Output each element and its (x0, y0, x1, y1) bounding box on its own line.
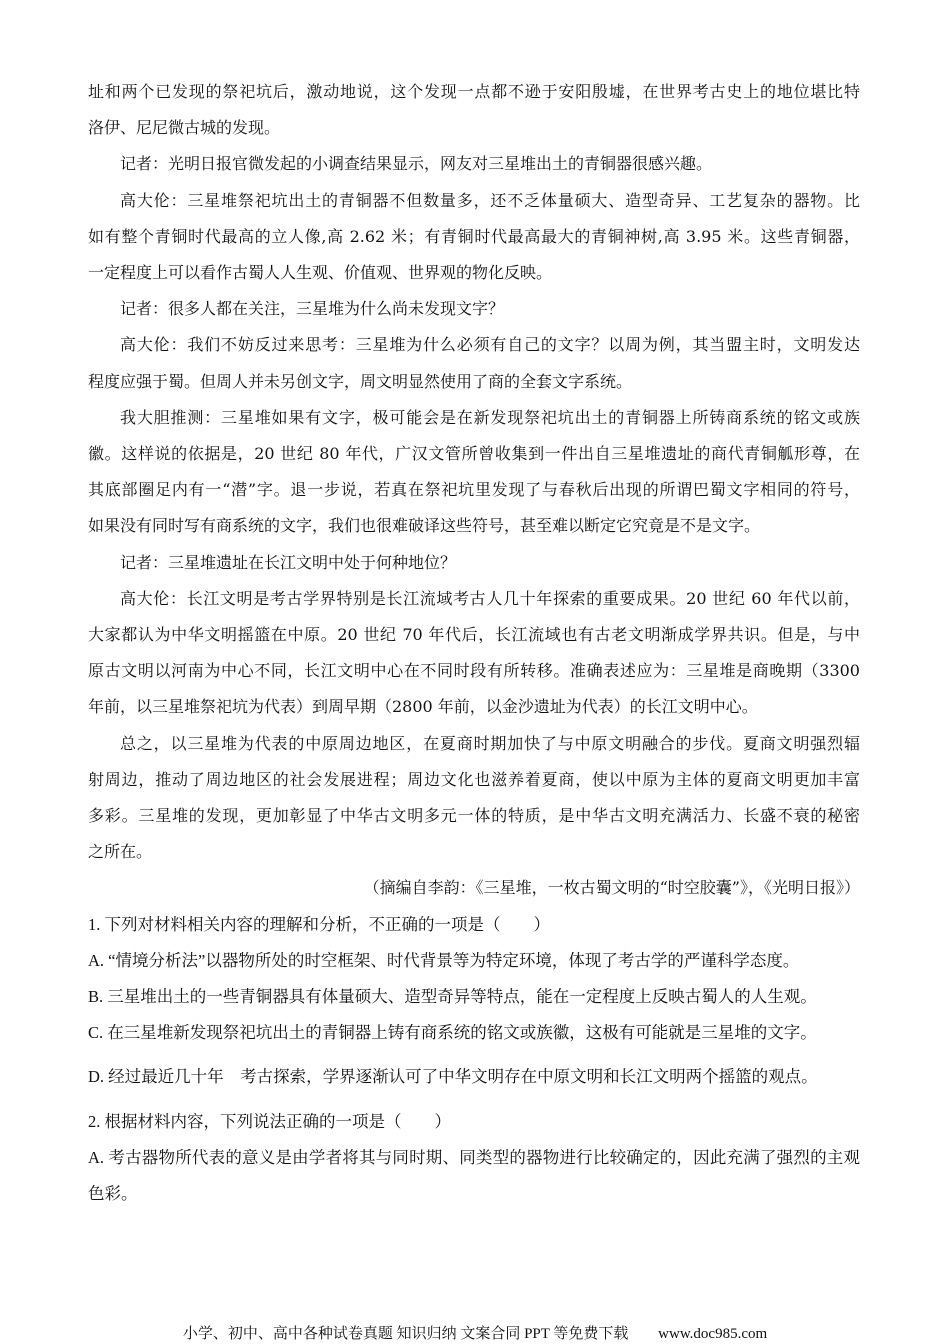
text-line: 其底部圈足内有一“潜”字。退一步说，若真在祭祀坑里发现了与春秋后出现的所谓巴蜀文字相同的符号， (88, 480, 860, 500)
text-line: 原古文明以河南为中心不同，长江文明中心在不同时段有所转移。准确表述应为：三星堆是商晚期（3300 (88, 661, 860, 681)
question-line: C. 在三星堆新发现祭祀坑出土的青铜器上铸有商系统的铭文或族徽，这极有可能就是三星堆的文字。 (88, 1023, 817, 1043)
footer-promo-text: 小学、初中、高中各种试卷真题 知识归纳 文案合同 PPT 等免费下载 (182, 1326, 629, 1342)
question-line: A. 考古器物所代表的意义是由学者将其与同时期、同类型的器物进行比较确定的，因此充满了强烈的主观 (88, 1147, 860, 1167)
text-line: 射周边，推动了周边地区的社会发展进程；周边文化也滋养着夏商，使以中原为主体的夏商文明更加丰富 (88, 769, 860, 789)
text-line: 徽。这样说的依据是，20 世纪 80 年代，广汉文管所曾收集到一件出自三星堆遗址的商代青铜觚形尊，在 (88, 444, 860, 464)
text-line: 之所在。 (88, 842, 153, 862)
text-line: 总之，以三星堆为代表的中原周边地区，在夏商时期加快了与中原文明融合的步伐。夏商文明强烈辐 (120, 733, 860, 753)
text-line: 高大伦：长江文明是考古学界特别是长江流域考古人几十年探索的重要成果。20 世纪 60 年代以前， (120, 588, 860, 608)
text-line: 如有整个青铜时代最高的立人像,高 2.62 米；有青铜时代最高最大的青铜神树,高 3.95 米。这些青铜器， (88, 226, 860, 246)
text-line: 高大伦：我们不妨反过来思考：三星堆为什么必须有自己的文字？以周为例，其当盟主时，文明发达 (120, 335, 860, 355)
text-line: 我大胆推测：三星堆如果有文字，极可能会是在新发现祭祀坑出土的青铜器上所铸商系统的铭文或族 (120, 407, 860, 427)
text-line: 大家都认为中华文明摇篮在中原。20 世纪 70 年代后，长江流域也有古老文明渐成学界共识。但是，与中 (88, 625, 860, 645)
source-citation: （摘编自李韵：《三星堆，一枚古蜀文明的“时空胶囊”》，《光明日报》） (363, 878, 860, 898)
text-line: 如果没有同时写有商系统的文字，我们也很难破译这些符号，甚至难以断定它究竟是不是文字。 (88, 516, 761, 536)
text-line: 程度应强于蜀。但周人并未另创文字，周文明显然使用了商的全套文字系统。 (88, 371, 633, 391)
page-footer (0, 1322, 950, 1343)
text-line: 址和两个已发现的祭祀坑后，激动地说，这个发现一点都不逊于安阳殷墟，在世界考古史上的地位堪比特 (88, 82, 860, 101)
text-line: 年前，以三星堆祭祀坑为代表）到周早期（2800 年前，以金沙遗址为代表）的长江文明中心。 (88, 697, 758, 717)
text-line: 记者：光明日报官微发起的小调查结果显示，网友对三星堆出土的青铜器很感兴趣。 (120, 154, 713, 174)
text-line: 高大伦：三星堆祭祀坑出土的青铜器不但数量多，还不乏体量硕大、造型奇异、工艺复杂的器物。比 (120, 190, 860, 210)
question-line: 1. 下列对材料相关内容的理解和分析，不正确的一项是（ ） (88, 914, 550, 934)
document-body (88, 74, 860, 1212)
question-line: A. “情境分析法”以器物所处的时空框架、时代背景等为特定环境，体现了考古学的严谨科学态度。 (88, 950, 800, 970)
footer-website-link[interactable]: www.doc985.com (658, 1326, 768, 1342)
text-line: 记者：三星堆遗址在长江文明中处于何种地位？ (120, 552, 457, 572)
question-line: 2. 根据材料内容，下列说法正确的一项是（ ） (88, 1111, 451, 1131)
question-line: 色彩。 (88, 1184, 138, 1204)
text-line: 一定程度上可以看作古蜀人人生观、价值观、世界观的物化反映。 (88, 263, 553, 283)
text-line: 多彩。三星堆的发现，更加彰显了中华古文明多元一体的特质，是中华古文明充满活力、长盛不衰的秘密 (88, 806, 860, 826)
text-line: 记者：很多人都在关注，三星堆为什么尚未发现文字？ (120, 299, 505, 319)
text-line: 洛伊、尼尼微古城的发现。 (88, 118, 281, 138)
question-line: D. 经过最近几十年 考古探索，学界逐渐认可了中华文明存在中原文明和长江文明两个摇篮的观点。 (88, 1067, 818, 1087)
question-line: B. 三星堆出土的一些青铜器具有体量硕大、造型奇异等特点，能在一定程度上反映古蜀人的人生观。 (88, 987, 817, 1007)
